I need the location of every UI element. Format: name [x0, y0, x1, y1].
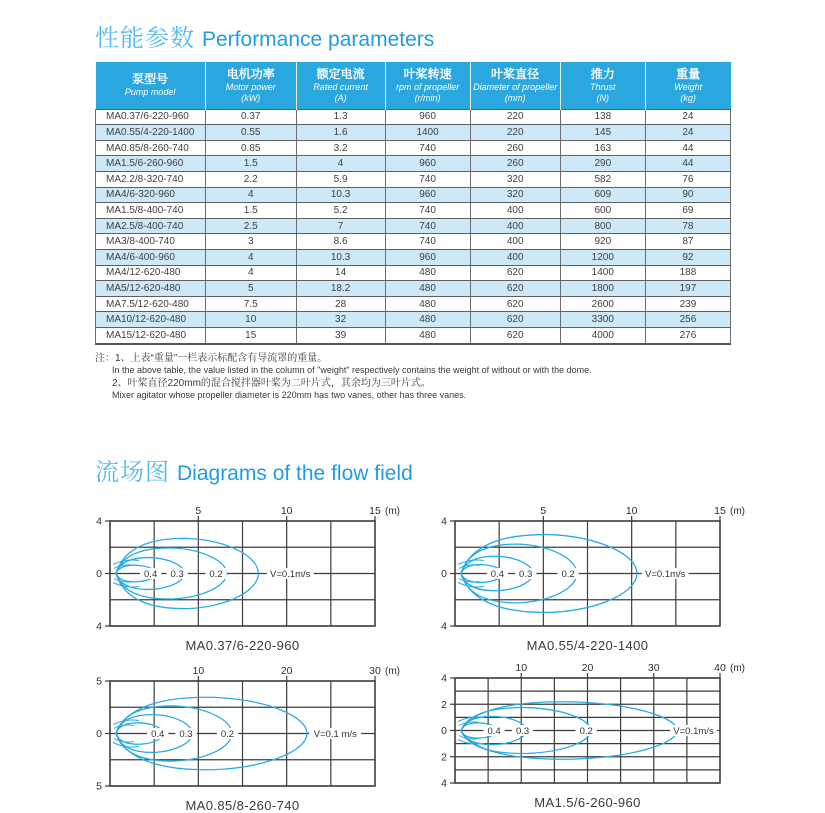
value-cell: 0.37 [205, 109, 296, 125]
value-cell: 4 [205, 249, 296, 265]
svg-text:30: 30 [369, 665, 381, 677]
value-cell: 960 [385, 187, 470, 203]
performance-title-cn: 性能参数 [95, 25, 195, 52]
svg-text:5: 5 [96, 780, 102, 793]
value-cell: 290 [560, 156, 645, 172]
value-cell: 5 [205, 281, 296, 297]
svg-text:(m): (m) [385, 666, 400, 677]
svg-text:(m): (m) [730, 506, 745, 517]
value-cell: 620 [470, 312, 560, 328]
svg-text:V=0.1m/s: V=0.1m/s [645, 568, 686, 580]
svg-text:0.3: 0.3 [515, 725, 530, 737]
value-cell: 2.5 [205, 218, 296, 234]
value-cell: 10.3 [296, 249, 385, 265]
value-cell: 10 [205, 312, 296, 328]
pump-model-cell: MA4/6-400-960 [96, 249, 206, 265]
pump-model-cell: MA3/8-400-740 [96, 234, 206, 250]
value-cell: 69 [645, 203, 730, 219]
value-cell: 44 [645, 156, 730, 172]
column-header: 叶桨直径 Diameter of propeller (mm) [470, 62, 560, 109]
diagram-caption: MA0.85/8-260-740 [185, 798, 300, 813]
value-cell: 7.5 [205, 296, 296, 312]
pump-model-cell: MA5/12-620-480 [96, 281, 206, 297]
svg-text:0.4: 0.4 [151, 728, 165, 740]
value-cell: 239 [645, 296, 730, 312]
flow-plot-1 [86, 505, 416, 633]
note-line: 注：1、上表“重量”一栏表示标配含有导流罩的重量。 [95, 353, 328, 364]
value-cell: 1800 [560, 281, 645, 297]
column-header: 重量 Weight (kg) [645, 62, 730, 109]
svg-text:15: 15 [714, 505, 726, 517]
flowfield-section-title [95, 452, 413, 487]
table-row [96, 234, 731, 250]
value-cell: 90 [645, 187, 730, 203]
value-cell: 920 [560, 234, 645, 250]
flow-plot-2 [431, 505, 761, 633]
pump-model-cell: MA0.37/6-220-960 [96, 109, 206, 125]
performance-table [95, 62, 731, 345]
table-row [96, 249, 731, 265]
svg-text:10: 10 [515, 662, 528, 674]
flow-field-chart [86, 505, 416, 633]
value-cell: 480 [385, 312, 470, 328]
svg-text:2: 2 [441, 698, 447, 711]
svg-text:0.3: 0.3 [519, 568, 533, 580]
pump-model-cell: MA10/12-620-480 [96, 312, 206, 328]
value-cell: 260 [470, 156, 560, 172]
column-header: 推力 Thrust (N) [560, 62, 645, 109]
performance-section-title [95, 18, 434, 53]
value-cell: 220 [470, 125, 560, 141]
value-cell: 1400 [560, 265, 645, 281]
table-row [96, 109, 731, 125]
value-cell: 1.5 [205, 156, 296, 172]
pump-model-cell: MA4/12-620-480 [96, 265, 206, 281]
svg-text:0.4: 0.4 [144, 568, 158, 580]
svg-text:40: 40 [714, 662, 726, 674]
flow-diagram-4 [431, 662, 761, 810]
value-cell: 5.9 [296, 171, 385, 187]
svg-text:20: 20 [280, 665, 293, 677]
value-cell: 740 [385, 234, 470, 250]
flow-field-chart [86, 665, 416, 793]
value-cell: 480 [385, 281, 470, 297]
svg-text:0.2: 0.2 [220, 728, 235, 740]
performance-title-en: Performance parameters [202, 28, 435, 51]
pump-model-cell: MA2.5/8-400-740 [96, 218, 206, 234]
value-cell: 87 [645, 234, 730, 250]
flow-diagram-3 [86, 665, 416, 813]
svg-text:4: 4 [441, 620, 447, 633]
pump-model-cell: MA7.5/12-620-480 [96, 296, 206, 312]
value-cell: 260 [470, 140, 560, 156]
column-header: 电机功率 Motor power (kW) [205, 62, 296, 109]
value-cell: 7 [296, 218, 385, 234]
value-cell: 480 [385, 296, 470, 312]
svg-text:0: 0 [96, 728, 102, 740]
note-line: 2、叶桨直径220mm的混合搅拌器叶桨为二叶片式，其余均为三叶片式。 [112, 377, 431, 389]
svg-text:10: 10 [280, 505, 293, 517]
value-cell: 800 [560, 218, 645, 234]
value-cell: 2600 [560, 296, 645, 312]
performance-table-body [96, 109, 731, 343]
value-cell: 220 [470, 109, 560, 125]
value-cell: 76 [645, 171, 730, 187]
value-cell: 320 [470, 171, 560, 187]
value-cell: 145 [560, 125, 645, 141]
value-cell: 24 [645, 109, 730, 125]
flow-field-chart [431, 662, 761, 790]
table-row [96, 140, 731, 156]
pump-model-cell: MA2.2/8-320-740 [96, 171, 206, 187]
pump-model-cell: MA1.5/8-400-740 [96, 203, 206, 219]
value-cell: 14 [296, 265, 385, 281]
value-cell: 163 [560, 140, 645, 156]
svg-text:(m): (m) [730, 663, 745, 674]
svg-text:0.2: 0.2 [579, 725, 593, 737]
pump-model-cell: MA0.55/4-220-1400 [96, 125, 206, 141]
value-cell: 620 [470, 265, 560, 281]
flowfield-title-cn: 流场图 [95, 459, 170, 486]
value-cell: 1.5 [205, 203, 296, 219]
svg-text:4: 4 [441, 515, 447, 528]
value-cell: 400 [470, 218, 560, 234]
svg-text:30: 30 [647, 662, 660, 674]
svg-text:0.4: 0.4 [487, 725, 501, 737]
value-cell: 197 [645, 281, 730, 297]
value-cell: 4000 [560, 327, 645, 343]
table-row [96, 327, 731, 343]
svg-text:4: 4 [441, 672, 447, 685]
table-row [96, 203, 731, 219]
diagram-caption: MA1.5/6-260-960 [534, 795, 641, 810]
value-cell: 78 [645, 218, 730, 234]
diagram-caption: MA0.55/4-220-1400 [526, 638, 649, 653]
value-cell: 1.3 [296, 109, 385, 125]
value-cell: 960 [385, 249, 470, 265]
value-cell: 32 [296, 312, 385, 328]
value-cell: 92 [645, 249, 730, 265]
value-cell: 4 [296, 156, 385, 172]
value-cell: 4 [205, 187, 296, 203]
value-cell: 609 [560, 187, 645, 203]
value-cell: 740 [385, 140, 470, 156]
table-row [96, 265, 731, 281]
note-line: Mixer agitator whose propeller diameter is 220mm has two vanes, other has three vanes. [112, 389, 467, 400]
table-notes [95, 352, 592, 401]
value-cell: 3.2 [296, 140, 385, 156]
pump-model-cell: MA4/6-320-960 [96, 187, 206, 203]
value-cell: 188 [645, 265, 730, 281]
flow-diagram-1 [86, 505, 416, 653]
value-cell: 18.2 [296, 281, 385, 297]
value-cell: 3 [205, 234, 296, 250]
value-cell: 4 [205, 265, 296, 281]
value-cell: 620 [470, 296, 560, 312]
svg-text:0.3: 0.3 [170, 568, 184, 580]
value-cell: 256 [645, 312, 730, 328]
value-cell: 28 [296, 296, 385, 312]
table-row [96, 218, 731, 234]
value-cell: 960 [385, 156, 470, 172]
flowfield-title-en: Diagrams of the flow field [177, 462, 413, 485]
note-line: In the above table, the value listed in the column of "weight" respectively contains the weight of without or with the dome. [112, 365, 592, 375]
svg-text:4: 4 [441, 777, 447, 790]
svg-text:5: 5 [540, 505, 547, 517]
value-cell: 740 [385, 171, 470, 187]
svg-text:4: 4 [96, 515, 102, 528]
svg-text:0: 0 [441, 568, 447, 580]
svg-text:0: 0 [96, 568, 102, 580]
column-header: 额定电流 Rated current (A) [296, 62, 385, 109]
svg-text:5: 5 [96, 675, 102, 688]
value-cell: 620 [470, 327, 560, 343]
svg-text:(m): (m) [385, 506, 400, 517]
table-row [96, 187, 731, 203]
value-cell: 138 [560, 109, 645, 125]
value-cell: 8.6 [296, 234, 385, 250]
value-cell: 3300 [560, 312, 645, 328]
value-cell: 276 [645, 327, 730, 343]
value-cell: 740 [385, 203, 470, 219]
column-header: 泵型号 Pump model [96, 62, 206, 109]
svg-text:0.2: 0.2 [209, 568, 223, 580]
value-cell: 15 [205, 327, 296, 343]
svg-text:0.2: 0.2 [561, 568, 575, 580]
svg-text:V=0.1 m/s: V=0.1 m/s [313, 728, 357, 740]
value-cell: 24 [645, 125, 730, 141]
value-cell: 740 [385, 218, 470, 234]
value-cell: 1200 [560, 249, 645, 265]
value-cell: 0.85 [205, 140, 296, 156]
svg-text:5: 5 [195, 505, 202, 517]
table-row [96, 171, 731, 187]
svg-text:10: 10 [192, 665, 205, 677]
pump-model-cell: MA1.5/6-260-960 [96, 156, 206, 172]
table-row [96, 281, 731, 297]
diagram-caption: MA0.37/6-220-960 [185, 638, 300, 653]
table-row [96, 296, 731, 312]
svg-text:V=0.1m/s: V=0.1m/s [673, 725, 714, 737]
column-header: 叶桨转速 rpm of propeller (r/min) [385, 62, 470, 109]
flow-field-chart [431, 505, 761, 633]
value-cell: 960 [385, 109, 470, 125]
table-row [96, 312, 731, 328]
table-row [96, 156, 731, 172]
svg-text:4: 4 [96, 620, 102, 633]
table-row [96, 125, 731, 141]
performance-table-header-row [96, 62, 731, 109]
svg-text:0.4: 0.4 [490, 568, 505, 580]
svg-text:15: 15 [369, 505, 381, 517]
value-cell: 400 [470, 203, 560, 219]
value-cell: 1400 [385, 125, 470, 141]
svg-text:0.3: 0.3 [179, 728, 193, 740]
svg-text:10: 10 [625, 505, 638, 517]
flow-plot-3 [86, 665, 416, 793]
flow-diagram-2 [431, 505, 761, 653]
svg-text:2: 2 [441, 751, 447, 764]
value-cell: 5.2 [296, 203, 385, 219]
pump-model-cell: MA0.85/8-260-740 [96, 140, 206, 156]
value-cell: 400 [470, 234, 560, 250]
value-cell: 480 [385, 327, 470, 343]
value-cell: 1.6 [296, 125, 385, 141]
value-cell: 480 [385, 265, 470, 281]
value-cell: 0.55 [205, 125, 296, 141]
value-cell: 600 [560, 203, 645, 219]
value-cell: 44 [645, 140, 730, 156]
svg-text:V=0.1m/s: V=0.1m/s [269, 568, 311, 580]
value-cell: 320 [470, 187, 560, 203]
value-cell: 2.2 [205, 171, 296, 187]
value-cell: 620 [470, 281, 560, 297]
value-cell: 400 [470, 249, 560, 265]
value-cell: 39 [296, 327, 385, 343]
pump-model-cell: MA15/12-620-480 [96, 327, 206, 343]
svg-text:0: 0 [441, 725, 447, 737]
value-cell: 582 [560, 171, 645, 187]
value-cell: 10.3 [296, 187, 385, 203]
flow-plot-4 [431, 662, 761, 790]
svg-text:20: 20 [581, 662, 594, 674]
